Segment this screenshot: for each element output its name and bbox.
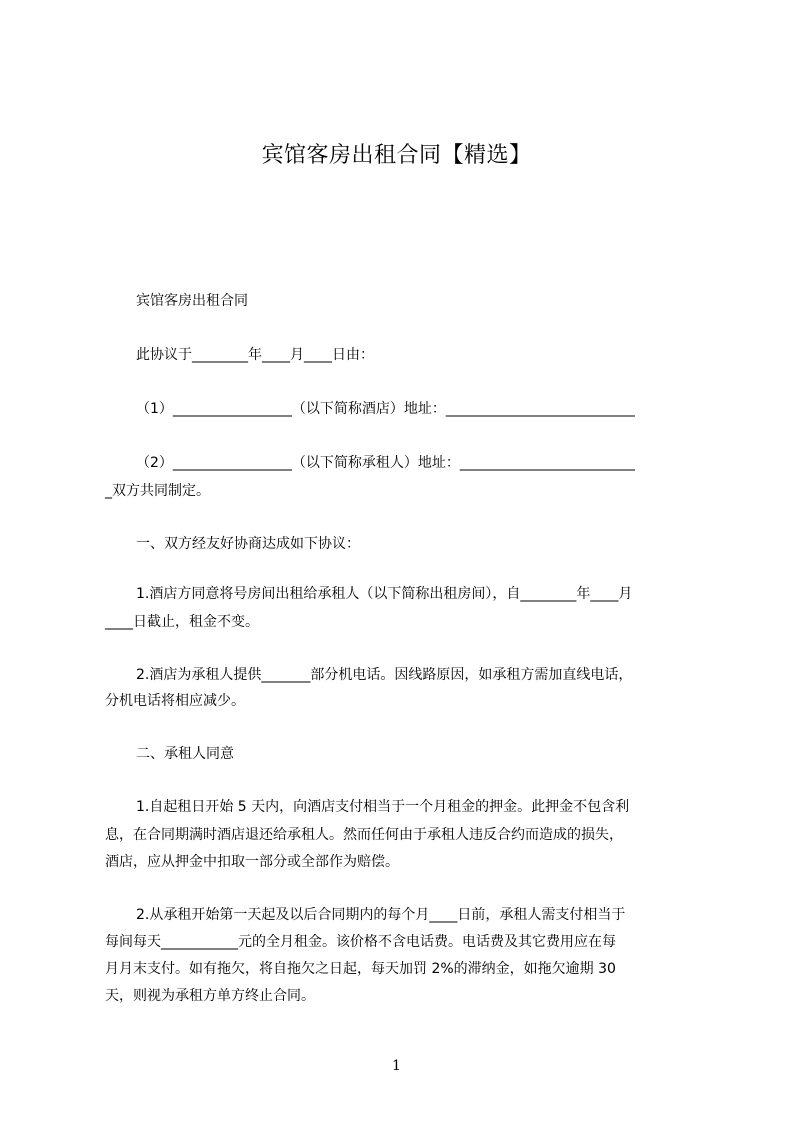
party-2-line-2: _双方共同制定。 <box>105 483 210 499</box>
contract-heading: 宾馆客房出租合同 <box>136 293 248 309</box>
section-2-item-1-line-1: 1.自起租日开始 5 天内，向酒店支付相当于一个月租金的押金。此押金不包含利 <box>136 799 630 815</box>
document-title: 宾馆客房出租合同【精选】 <box>261 143 532 168</box>
section-2-item-2-line-2: 每间每天___________元的全月租金。该价格不含电话费。电话费及其它费用应在每 <box>105 934 616 950</box>
party-1-line: （1）_________________（以下简称酒店）地址：___________________________ <box>136 401 635 417</box>
section-2-item-2-line-3: 月月末支付。如有拖欠，将自拖欠之日起，每天加罚 2%的滞纳金，如拖欠逾期 30 <box>105 961 616 977</box>
section-2-item-2-line-4: 天，则视为承租方单方终止合同。 <box>105 988 315 1004</box>
section-1-item-2-line-2: 分机电话将相应减少。 <box>105 693 245 709</box>
section-1-item-1-line-2: ____日截止，租金不变。 <box>105 614 259 630</box>
page-number: 1 <box>392 1058 401 1074</box>
section-1-item-2-line-1: 2.酒店为承租人提供_______部分机电话。因线路原因，如承租方需加直线电话， <box>136 667 633 683</box>
section-2-item-1-line-2: 息，在合同期满时酒店退还给承租人。然而任何由于承租人违反合约而造成的损失， <box>105 827 623 843</box>
section-2-item-1-line-3: 酒店，应从押金中扣取一部分或全部作为赔偿。 <box>105 854 399 870</box>
section-1-heading: 一、双方经友好协商达成如下协议： <box>136 536 360 552</box>
party-2-line-1: （2）_________________（以下简称承租人）地址：_________________________ <box>136 455 635 471</box>
section-2-item-2-line-1: 2.从承租开始第一天起及以后合同期内的每个月____日前，承租人需支付相当于 <box>136 907 626 923</box>
intro-line: 此协议于________年____月____日由： <box>136 347 374 363</box>
section-2-heading: 二、承租人同意 <box>136 746 234 762</box>
section-1-item-1-line-1: 1.酒店方同意将号房间出租给承租人（以下简称出租房间），自________年____月 <box>136 586 633 602</box>
